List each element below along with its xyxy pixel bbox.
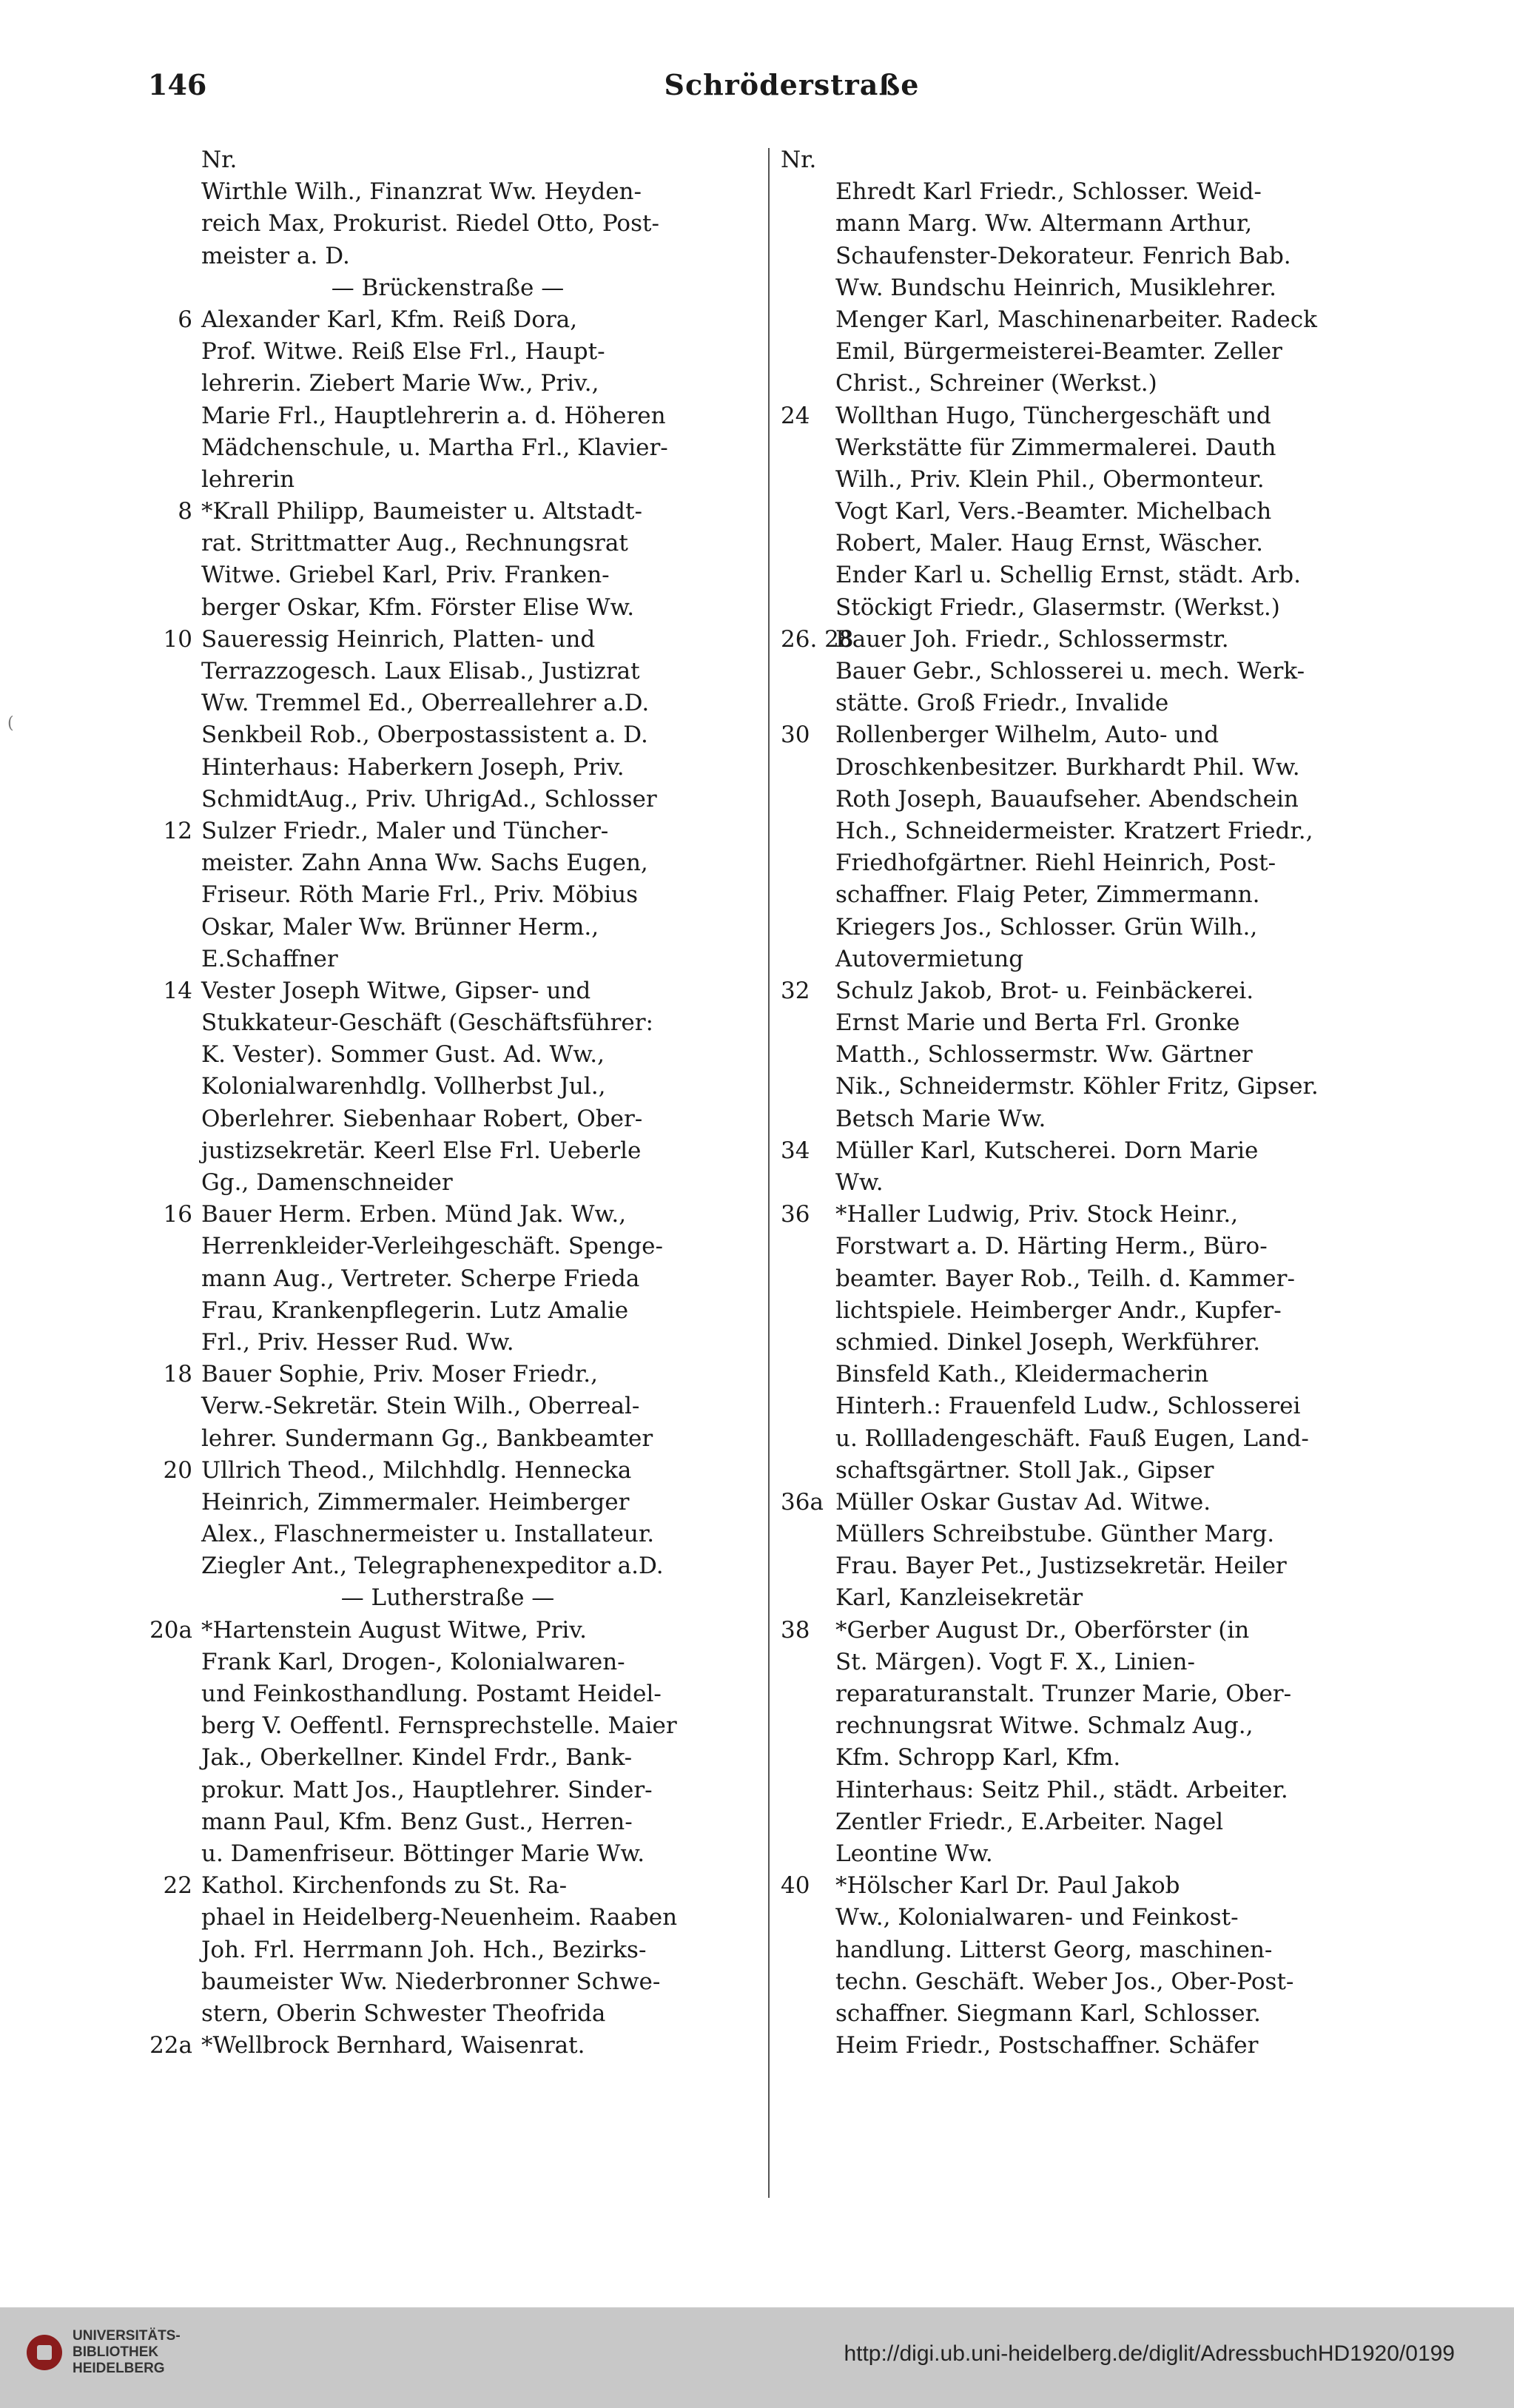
entry-text: Bauer Joh. Friedr., Schlossermstr. bbox=[835, 625, 1229, 653]
directory-line bbox=[141, 1550, 755, 1582]
entry-text: mann Aug., Vertreter. Scherpe Frieda bbox=[201, 1265, 640, 1292]
directory-line bbox=[141, 1359, 755, 1390]
entry-text: stern, Oberin Schwester Theofrida bbox=[201, 2000, 606, 2027]
house-number: 24 bbox=[781, 402, 810, 429]
entry-text: Karl, Kanzleisekretär bbox=[835, 1584, 1083, 1612]
directory-line bbox=[141, 464, 755, 496]
directory-line bbox=[141, 1423, 755, 1455]
directory-line bbox=[141, 1998, 755, 2030]
entry-text: Droschkenbesitzer. Burkhardt Phil. Ww. bbox=[835, 753, 1300, 781]
entry-text: Kfm. Schropp Karl, Kfm. bbox=[835, 1744, 1121, 1772]
entry-text: Alex., Flaschnermeister u. Installateur. bbox=[201, 1521, 655, 1548]
entry-text: schaftsgärtner. Stoll Jak., Gipser bbox=[835, 1456, 1214, 1484]
directory-line bbox=[781, 879, 1410, 911]
directory-line bbox=[781, 719, 1410, 751]
directory-line bbox=[781, 304, 1410, 336]
directory-line bbox=[781, 1647, 1410, 1678]
entry-text: *Hölscher Karl Dr. Paul Jakob bbox=[835, 1872, 1180, 1900]
entry-text: lichtspiele. Heimberger Andr., Kupfer- bbox=[835, 1297, 1282, 1324]
footer-bar bbox=[0, 2307, 1514, 2408]
directory-line bbox=[141, 1199, 755, 1231]
entry-text: reich Max, Prokurist. Riedel Otto, Post- bbox=[201, 210, 659, 238]
entry-text: Forstwart a. D. Härting Herm., Büro- bbox=[835, 1233, 1268, 1260]
directory-line bbox=[781, 944, 1410, 975]
directory-line bbox=[781, 1838, 1410, 1870]
entry-text: mann Paul, Kfm. Benz Gust., Herren- bbox=[201, 1808, 633, 1835]
entry-text: Kolonialwarenhdlg. Vollherbst Jul., bbox=[201, 1073, 606, 1100]
entry-text: Alexander Karl, Kfm. Reiß Dora, bbox=[201, 306, 578, 333]
entry-text: Autovermietung bbox=[835, 945, 1024, 972]
entry-text: Emil, Bürgermeisterei-Beamter. Zeller bbox=[835, 338, 1282, 366]
entry-text: Senkbeil Rob., Oberpostassistent a. D. bbox=[201, 722, 648, 749]
directory-line bbox=[141, 1007, 755, 1039]
entry-text: Sulzer Friedr., Maler und Tüncher- bbox=[201, 817, 609, 844]
entry-text: beamter. Bayer Rob., Teilh. d. Kammer- bbox=[835, 1265, 1295, 1292]
house-number: 32 bbox=[781, 977, 810, 1004]
house-number: 20 bbox=[163, 1456, 192, 1484]
directory-line bbox=[781, 784, 1410, 815]
directory-line bbox=[781, 1167, 1410, 1199]
entry-text: Kathol. Kirchenfonds zu St. Ra- bbox=[201, 1872, 568, 1900]
entry-text: lehrer. Sundermann Gg., Bankbeamter bbox=[201, 1425, 653, 1452]
directory-line bbox=[781, 1775, 1410, 1806]
entry-text: Kriegers Jos., Schlosser. Grün Wilh., bbox=[835, 913, 1258, 941]
entry-text: u. Rollladengeschäft. Fauß Eugen, Land- bbox=[835, 1425, 1309, 1452]
directory-line bbox=[781, 208, 1410, 240]
entry-text: Jak., Oberkellner. Kindel Frdr., Bank- bbox=[201, 1744, 633, 1772]
entry-text: reparaturanstalt. Trunzer Marie, Ober- bbox=[835, 1681, 1292, 1707]
directory-line bbox=[781, 1359, 1410, 1390]
directory-line bbox=[781, 272, 1410, 304]
entry-text: Ww., Kolonialwaren- und Feinkost- bbox=[835, 1904, 1239, 1931]
entry-text: schaffner. Flaig Peter, Zimmermann. bbox=[835, 881, 1260, 909]
library-logo[interactable] bbox=[27, 2328, 181, 2377]
directory-line bbox=[141, 1806, 755, 1838]
directory-line bbox=[781, 1519, 1410, 1550]
house-number: 6 bbox=[178, 306, 192, 333]
entry-text: — Brückenstraße — bbox=[331, 274, 565, 301]
directory-line bbox=[141, 656, 755, 687]
directory-line bbox=[141, 1838, 755, 1870]
directory-line bbox=[781, 1199, 1410, 1231]
entry-text: Ww. Bundschu Heinrich, Musiklehrer. bbox=[835, 274, 1277, 301]
entry-text: Hinterh.: Frauenfeld Ludw., Schlosserei bbox=[835, 1393, 1301, 1420]
directory-line bbox=[141, 1902, 755, 1934]
directory-line bbox=[781, 1039, 1410, 1071]
house-number: 18 bbox=[163, 1361, 192, 1388]
entry-text: Hch., Schneidermeister. Kratzert Friedr., bbox=[835, 817, 1313, 844]
directory-line bbox=[781, 1582, 1410, 1614]
directory-line bbox=[781, 1966, 1410, 1998]
entry-text: Binsfeld Kath., Kleidermacherin bbox=[835, 1361, 1209, 1388]
entry-text: berger Oskar, Kfm. Förster Elise Ww. bbox=[201, 593, 635, 621]
directory-line bbox=[141, 1678, 755, 1710]
house-number: 8 bbox=[178, 498, 192, 525]
directory-line bbox=[781, 1071, 1410, 1103]
entry-text: Stukkateur-Geschäft (Geschäftsführer: bbox=[201, 1009, 653, 1037]
entry-text: Nik., Schneidermstr. Köhler Fritz, Gipser. bbox=[835, 1073, 1319, 1100]
directory-line bbox=[781, 1998, 1410, 2030]
entry-text: Stöckigt Friedr., Glasermstr. (Werkst.) bbox=[835, 593, 1280, 621]
entry-text: Werkstätte für Zimmermalerei. Dauth bbox=[835, 434, 1276, 461]
directory-line bbox=[781, 815, 1410, 847]
house-number: 12 bbox=[163, 817, 192, 844]
directory-line bbox=[141, 1455, 755, 1487]
directory-line bbox=[141, 815, 755, 847]
house-number: 20a bbox=[149, 1616, 192, 1644]
directory-line bbox=[781, 1678, 1410, 1710]
entry-text: Ziegler Ant., Telegraphenexpeditor a.D. bbox=[201, 1553, 664, 1580]
directory-line bbox=[781, 400, 1410, 432]
directory-line bbox=[781, 1103, 1410, 1135]
directory-line bbox=[141, 272, 755, 304]
directory-line bbox=[141, 304, 755, 336]
directory-line bbox=[141, 1039, 755, 1071]
directory-line bbox=[781, 464, 1410, 496]
directory-line bbox=[141, 2030, 755, 2062]
entry-text: mann Marg. Ww. Altermann Arthur, bbox=[835, 210, 1253, 238]
entry-text: phael in Heidelberg-Neuenheim. Raaben bbox=[201, 1904, 678, 1931]
entry-text: Frl., Priv. Hesser Rud. Ww. bbox=[201, 1328, 514, 1356]
directory-line bbox=[781, 1615, 1410, 1647]
entry-text: Verw.-Sekretär. Stein Wilh., Oberreal- bbox=[201, 1393, 640, 1420]
directory-line bbox=[141, 784, 755, 815]
university-seal-icon bbox=[27, 2335, 62, 2370]
directory-line bbox=[781, 496, 1410, 528]
directory-line bbox=[781, 1902, 1410, 1934]
entry-text: Saueressig Heinrich, Platten- und bbox=[201, 625, 596, 653]
directory-line bbox=[781, 624, 1410, 656]
directory-line bbox=[141, 1519, 755, 1550]
directory-line bbox=[781, 1487, 1410, 1519]
directory-line bbox=[141, 1582, 755, 1614]
entry-text: *Wellbrock Bernhard, Waisenrat. bbox=[201, 2032, 585, 2059]
entry-text: K. Vester). Sommer Gust. Ad. Ww., bbox=[201, 1041, 605, 1069]
page-header bbox=[148, 68, 1436, 112]
directory-line bbox=[781, 656, 1410, 687]
entry-text: Robert, Maler. Haug Ernst, Wäscher. bbox=[835, 530, 1263, 557]
entry-text: Matth., Schlossermstr. Ww. Gärtner bbox=[835, 1041, 1253, 1069]
left-column bbox=[141, 144, 755, 2062]
directory-line bbox=[141, 368, 755, 400]
entry-text: rechnungsrat Witwe. Schmalz Aug., bbox=[835, 1712, 1254, 1740]
entry-text: Friseur. Röth Marie Frl., Priv. Möbius bbox=[201, 881, 638, 909]
directory-line bbox=[781, 752, 1410, 784]
directory-line bbox=[781, 1390, 1410, 1422]
entry-text: Bauer Gebr., Schlosserei u. mech. Werk- bbox=[835, 658, 1305, 685]
directory-line bbox=[141, 241, 755, 272]
directory-line bbox=[141, 624, 755, 656]
directory-line bbox=[781, 176, 1410, 208]
entry-text: Witwe. Griebel Karl, Priv. Franken- bbox=[201, 562, 610, 589]
entry-text: *Haller Ludwig, Priv. Stock Heinr., bbox=[835, 1201, 1239, 1228]
directory-line bbox=[781, 336, 1410, 368]
entry-text: Müllers Schreibstube. Günther Marg. bbox=[835, 1521, 1275, 1548]
entry-text: Gg., Damenschneider bbox=[201, 1169, 453, 1196]
directory-line bbox=[141, 1295, 755, 1327]
directory-line bbox=[781, 559, 1410, 591]
entry-text: justizsekretär. Keerl Else Frl. Ueberle bbox=[201, 1137, 642, 1164]
entry-text: Hinterhaus: Haberkern Joseph, Priv. bbox=[201, 753, 625, 781]
directory-line bbox=[781, 144, 1410, 176]
entry-text: meister. Zahn Anna Ww. Sachs Eugen, bbox=[201, 850, 648, 877]
entry-text: Friedhofgärtner. Riehl Heinrich, Post- bbox=[835, 850, 1276, 877]
entry-text: Mädchenschule, u. Martha Frl., Klavier- bbox=[201, 434, 668, 461]
directory-line bbox=[781, 592, 1410, 624]
house-number: 40 bbox=[781, 1872, 810, 1900]
directory-line bbox=[141, 1231, 755, 1262]
entry-text: Ernst Marie und Berta Frl. Gronke bbox=[835, 1009, 1240, 1037]
entry-text: E.Schaffner bbox=[201, 945, 338, 972]
directory-line bbox=[141, 144, 755, 176]
directory-line bbox=[141, 1615, 755, 1647]
directory-line bbox=[141, 1071, 755, 1103]
directory-line bbox=[141, 847, 755, 879]
entry-text: Betsch Marie Ww. bbox=[835, 1105, 1046, 1132]
directory-line bbox=[781, 368, 1410, 400]
entry-text: lehrerin bbox=[201, 465, 295, 493]
entry-text: St. Märgen). Vogt F. X., Linien- bbox=[835, 1648, 1195, 1675]
directory-line bbox=[781, 1263, 1410, 1295]
directory-line bbox=[781, 2030, 1410, 2062]
entry-text: techn. Geschäft. Weber Jos., Ober-Post- bbox=[835, 1968, 1294, 1995]
directory-line bbox=[141, 432, 755, 464]
entry-text: lehrerin. Ziebert Marie Ww., Priv., bbox=[201, 370, 599, 397]
house-number: 10 bbox=[163, 625, 192, 653]
directory-line bbox=[141, 1934, 755, 1966]
directory-line bbox=[141, 208, 755, 240]
entry-text: Bauer Sophie, Priv. Moser Friedr., bbox=[201, 1361, 598, 1388]
page-number: 146 bbox=[148, 68, 207, 101]
directory-line bbox=[781, 1007, 1410, 1039]
entry-text: Schaufenster-Dekorateur. Fenrich Bab. bbox=[835, 242, 1291, 269]
directory-line bbox=[141, 1263, 755, 1295]
directory-line bbox=[141, 336, 755, 368]
directory-line bbox=[141, 719, 755, 751]
entry-text: Zentler Friedr., E.Arbeiter. Nagel bbox=[835, 1808, 1224, 1835]
directory-line bbox=[141, 592, 755, 624]
entry-text: Ullrich Theod., Milchhdlg. Hennecka bbox=[201, 1456, 632, 1484]
column-divider bbox=[768, 148, 770, 2198]
directory-line bbox=[781, 1423, 1410, 1455]
entry-text: berg V. Oeffentl. Fernsprechstelle. Maier bbox=[201, 1712, 677, 1740]
directory-line bbox=[141, 559, 755, 591]
entry-text: Herrenkleider-Verleihgeschäft. Spenge- bbox=[201, 1233, 663, 1260]
house-number: 14 bbox=[163, 977, 192, 1004]
directory-line bbox=[141, 1103, 755, 1135]
house-number: 36 bbox=[781, 1201, 810, 1228]
entry-text: Ender Karl u. Schellig Ernst, städt. Arb. bbox=[835, 562, 1301, 589]
entry-text: und Feinkosthandlung. Postamt Heidel- bbox=[201, 1681, 662, 1707]
entry-text: Wirthle Wilh., Finanzrat Ww. Heyden- bbox=[201, 178, 642, 206]
directory-line bbox=[141, 1775, 755, 1806]
entry-text: Prof. Witwe. Reiß Else Frl., Haupt- bbox=[201, 338, 605, 366]
entry-text: Joh. Frl. Herrmann Joh. Hch., Bezirks- bbox=[201, 1936, 647, 1963]
house-number: 26. 28 bbox=[781, 625, 854, 653]
permalink-url[interactable]: http://digi.ub.uni-heidelberg.de/diglit/AdressbuchHD1920/0199 bbox=[844, 2341, 1455, 2366]
directory-line bbox=[781, 1870, 1410, 1902]
directory-line bbox=[781, 1135, 1410, 1167]
entry-text: Vogt Karl, Vers.-Beamter. Michelbach bbox=[835, 498, 1272, 525]
directory-line bbox=[781, 912, 1410, 944]
directory-line bbox=[781, 975, 1410, 1007]
house-number: 16 bbox=[163, 1201, 192, 1228]
directory-line bbox=[781, 687, 1410, 719]
directory-line bbox=[781, 1327, 1410, 1359]
entry-text: SchmidtAug., Priv. UhrigAd., Schlosser bbox=[201, 785, 657, 813]
entry-text: Wilh., Priv. Klein Phil., Obermonteur. bbox=[835, 465, 1265, 493]
directory-line bbox=[781, 1934, 1410, 1966]
entry-text: baumeister Ww. Niederbronner Schwe- bbox=[201, 1968, 661, 1995]
entry-text: u. Damenfriseur. Böttinger Marie Ww. bbox=[201, 1840, 645, 1867]
entry-text: Wollthan Hugo, Tünchergeschäft und bbox=[835, 402, 1271, 429]
entry-text: Nr. bbox=[201, 147, 238, 173]
house-number: 36a bbox=[781, 1488, 824, 1516]
entry-text: Schulz Jakob, Brot- u. Feinbäckerei. bbox=[835, 977, 1254, 1004]
right-column bbox=[781, 144, 1410, 2062]
house-number: Nr. bbox=[781, 147, 817, 173]
page-title: Schröderstraße bbox=[664, 68, 920, 101]
entry-text: — Lutherstraße — bbox=[340, 1584, 555, 1612]
entry-text: Frank Karl, Drogen-, Kolonialwaren- bbox=[201, 1648, 625, 1675]
directory-line bbox=[781, 241, 1410, 272]
directory-line bbox=[141, 975, 755, 1007]
directory-line bbox=[781, 1550, 1410, 1582]
directory-line bbox=[141, 1167, 755, 1199]
entry-text: Oskar, Maler Ww. Brünner Herm., bbox=[201, 913, 599, 941]
entry-text: Heinrich, Zimmermaler. Heimberger bbox=[201, 1488, 630, 1516]
entry-text: *Hartenstein August Witwe, Priv. bbox=[201, 1616, 587, 1644]
entry-text: Menger Karl, Maschinenarbeiter. Radeck bbox=[835, 306, 1317, 333]
directory-line bbox=[141, 1742, 755, 1774]
directory-line bbox=[141, 1710, 755, 1742]
entry-text: handlung. Litterst Georg, maschinen- bbox=[835, 1936, 1273, 1963]
directory-line bbox=[141, 1870, 755, 1902]
entry-text: Ww. bbox=[835, 1169, 884, 1196]
entry-text: Terrazzogesch. Laux Elisab., Justizrat bbox=[201, 658, 640, 685]
directory-line bbox=[781, 1710, 1410, 1742]
entry-text: Ww. Tremmel Ed., Oberreallehrer a.D. bbox=[201, 690, 650, 717]
directory-line bbox=[781, 1231, 1410, 1262]
margin-mark: ( bbox=[7, 714, 14, 733]
directory-line bbox=[781, 432, 1410, 464]
entry-text: *Krall Philipp, Baumeister u. Altstadt- bbox=[201, 498, 642, 525]
house-number: 22 bbox=[163, 1872, 192, 1900]
directory-line bbox=[141, 687, 755, 719]
library-name: UNIVERSITÄTS- BIBLIOTHEK HEIDELBERG bbox=[73, 2328, 181, 2376]
entry-text: Oberlehrer. Siebenhaar Robert, Ober- bbox=[201, 1105, 643, 1132]
entry-text: Leontine Ww. bbox=[835, 1840, 993, 1867]
directory-line bbox=[141, 176, 755, 208]
directory-line bbox=[141, 528, 755, 559]
directory-line bbox=[781, 1742, 1410, 1774]
directory-line bbox=[141, 944, 755, 975]
directory-line bbox=[141, 912, 755, 944]
house-number: 30 bbox=[781, 722, 810, 749]
directory-line bbox=[141, 1647, 755, 1678]
directory-line bbox=[781, 1806, 1410, 1838]
directory-line bbox=[781, 1455, 1410, 1487]
entry-text: Müller Karl, Kutscherei. Dorn Marie bbox=[835, 1137, 1259, 1164]
directory-line bbox=[141, 1487, 755, 1519]
entry-text: schaffner. Siegmann Karl, Schlosser. bbox=[835, 2000, 1261, 2027]
entry-text: Vester Joseph Witwe, Gipser- und bbox=[201, 977, 591, 1004]
directory-line bbox=[781, 528, 1410, 559]
directory-line bbox=[141, 496, 755, 528]
entry-text: stätte. Groß Friedr., Invalide bbox=[835, 690, 1169, 717]
directory-line bbox=[141, 1390, 755, 1422]
house-number: 38 bbox=[781, 1616, 810, 1644]
directory-line bbox=[781, 847, 1410, 879]
entry-text: Frau, Krankenpflegerin. Lutz Amalie bbox=[201, 1297, 629, 1324]
entry-text: Christ., Schreiner (Werkst.) bbox=[835, 370, 1157, 397]
entry-text: schmied. Dinkel Joseph, Werkführer. bbox=[835, 1328, 1261, 1356]
entry-text: rat. Strittmatter Aug., Rechnungsrat bbox=[201, 530, 628, 557]
entry-text: *Gerber August Dr., Oberförster (in bbox=[835, 1616, 1250, 1644]
entry-text: meister a. D. bbox=[201, 242, 350, 269]
directory-line bbox=[141, 1966, 755, 1998]
entry-text: Heim Friedr., Postschaffner. Schäfer bbox=[835, 2032, 1259, 2059]
directory-line bbox=[141, 752, 755, 784]
entry-text: prokur. Matt Jos., Hauptlehrer. Sinder- bbox=[201, 1776, 653, 1803]
entry-text: Bauer Herm. Erben. Münd Jak. Ww., bbox=[201, 1201, 627, 1228]
entry-text: Rollenberger Wilhelm, Auto- und bbox=[835, 722, 1219, 749]
entry-text: Marie Frl., Hauptlehrerin a. d. Höheren bbox=[201, 402, 666, 429]
directory-line bbox=[781, 1295, 1410, 1327]
entry-text: Ehredt Karl Friedr., Schlosser. Weid- bbox=[835, 178, 1262, 206]
house-number: 22a bbox=[149, 2032, 192, 2059]
entry-text: Hinterhaus: Seitz Phil., städt. Arbeiter. bbox=[835, 1776, 1288, 1803]
entry-text: Müller Oskar Gustav Ad. Witwe. bbox=[835, 1488, 1211, 1516]
entry-text: Roth Joseph, Bauaufseher. Abendschein bbox=[835, 785, 1299, 813]
directory-line bbox=[141, 879, 755, 911]
directory-line bbox=[141, 1327, 755, 1359]
house-number: 34 bbox=[781, 1137, 810, 1164]
directory-line bbox=[141, 400, 755, 432]
directory-line bbox=[141, 1135, 755, 1167]
entry-text: Frau. Bayer Pet., Justizsekretär. Heiler bbox=[835, 1553, 1287, 1580]
